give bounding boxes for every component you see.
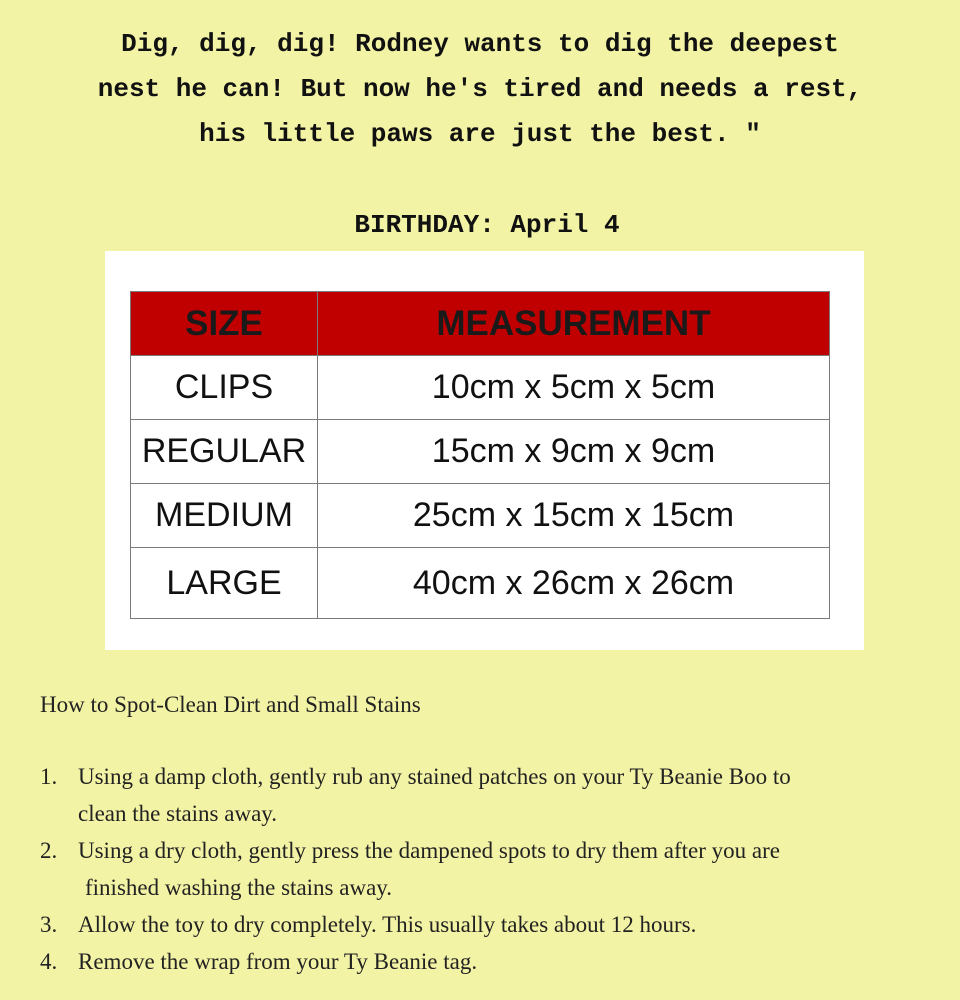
step-text: Remove the wrap from your Ty Beanie tag. [78,949,478,974]
table-row [131,548,830,619]
size-chart-panel [105,251,864,650]
step-text: Using a damp cloth, gently rub any stained patches on your Ty Beanie Boo to [78,764,791,789]
step-number: 2. [40,838,58,863]
table-row [131,484,830,548]
size-cell: CLIPS [131,356,318,420]
step-number: 1. [40,764,58,789]
list-item [40,758,920,832]
measurement-cell: 15cm x 9cm x 9cm [318,420,830,484]
column-header-size: SIZE [131,292,318,356]
size-cell: MEDIUM [131,484,318,548]
step-text: Allow the toy to dry completely. This usually takes about 12 hours. [78,912,697,937]
table-row [131,356,830,420]
birthday-label: BIRTHDAY: April 4 [354,210,620,240]
step-number: 4. [40,949,58,974]
size-table [130,291,830,619]
care-instructions [40,688,920,980]
poem-line: Dig, dig, dig! Rodney wants to dig the deepest [121,29,839,59]
step-text: Using a dry cloth, gently press the dampened spots to dry them after you are [78,838,780,863]
list-item [40,832,920,906]
step-text: finished washing the stains away. [85,875,393,900]
poem-line: his little paws are just the best. " [199,119,761,149]
poem-line: nest he can! But now he's tired and needs a rest, [97,74,863,104]
product-poem [0,22,960,157]
size-cell: REGULAR [131,420,318,484]
care-steps-list [40,758,920,980]
table-row [131,420,830,484]
size-cell: LARGE [131,548,318,619]
step-text: clean the stains away. [78,801,278,826]
step-number: 3. [40,912,58,937]
list-item [40,906,920,943]
list-item [40,943,920,980]
care-title: How to Spot-Clean Dirt and Small Stains [40,692,421,717]
column-header-measurement: MEASUREMENT [318,292,830,356]
table-header-row [131,292,830,356]
measurement-cell: 25cm x 15cm x 15cm [318,484,830,548]
measurement-cell: 40cm x 26cm x 26cm [318,548,830,619]
measurement-cell: 10cm x 5cm x 5cm [318,356,830,420]
